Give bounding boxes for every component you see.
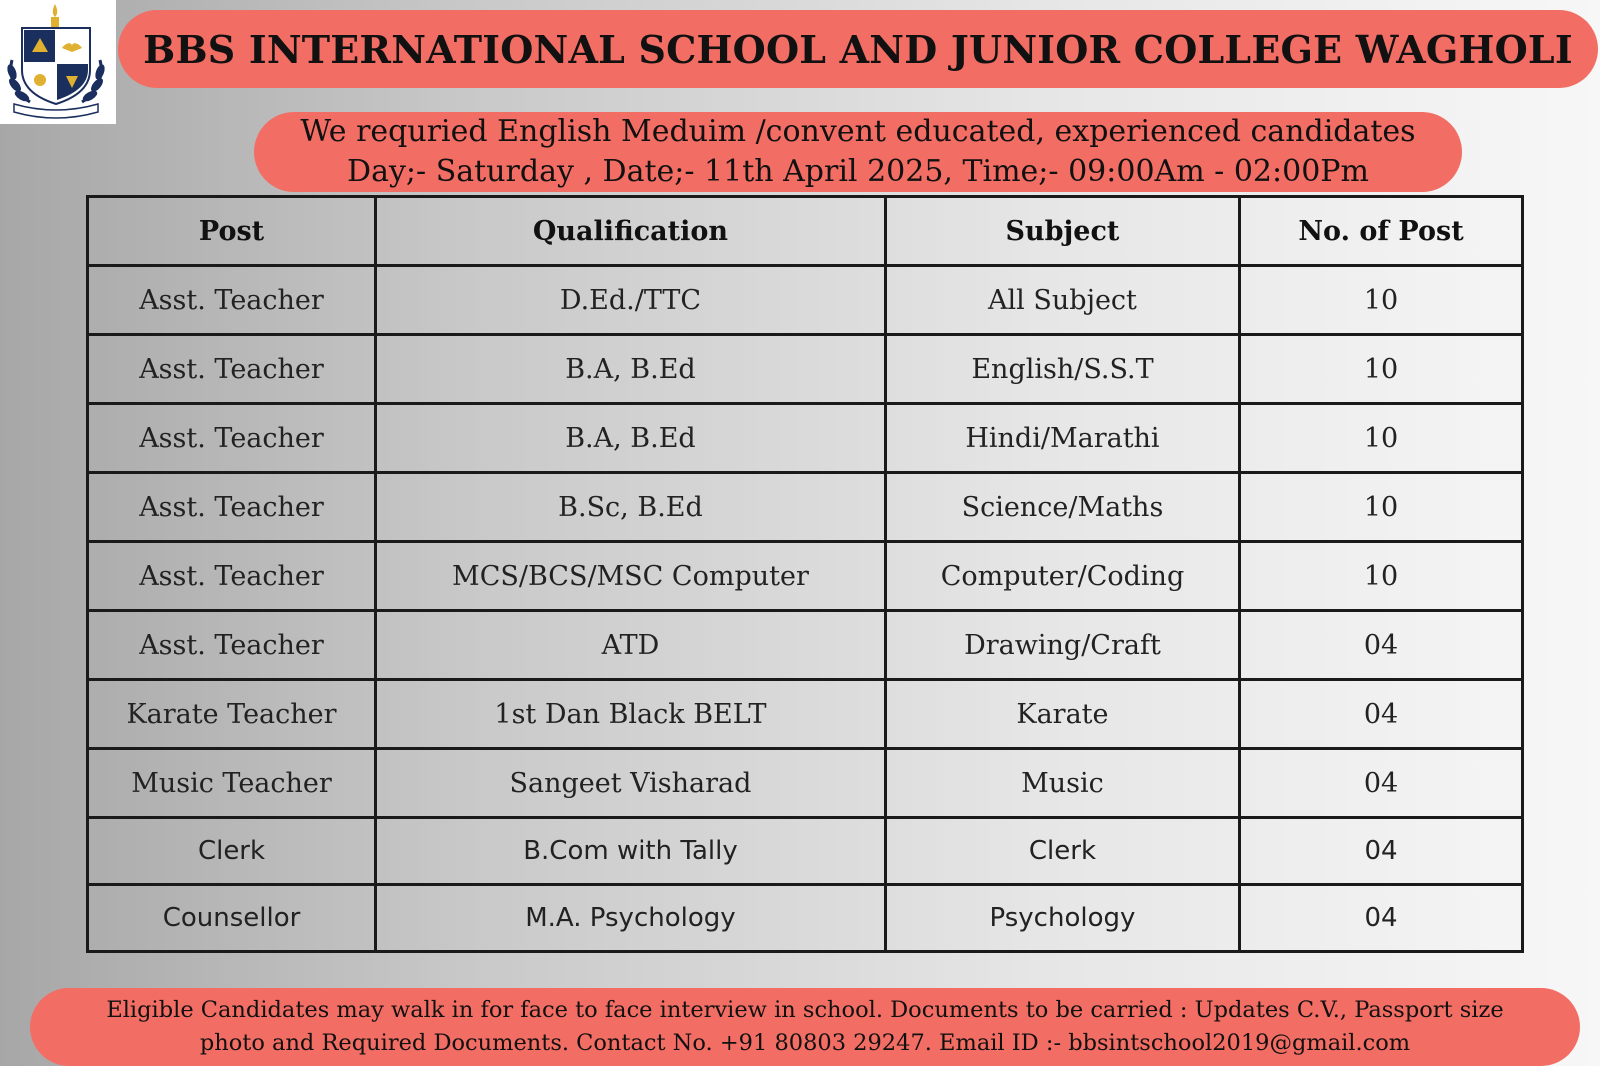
cell-qualification: M.A. Psychology (376, 885, 886, 952)
table-row (88, 749, 1523, 818)
footer-instructions: Eligible Candidates may walk in for face to face interview in school. Documents to be carried : Updates C.V., Passport size (106, 997, 1504, 1023)
cell-subject: Drawing/Craft (885, 611, 1239, 680)
cell-subject: Computer/Coding (885, 542, 1239, 611)
table-row (88, 404, 1523, 473)
table-row (88, 473, 1523, 542)
cell-qualification: B.A, B.Ed (376, 404, 886, 473)
cell-qualification: B.Sc, B.Ed (376, 473, 886, 542)
cell-subject: English/S.S.T (885, 335, 1239, 404)
cell-post: Asst. Teacher (88, 611, 376, 680)
cell-subject: Clerk (885, 818, 1239, 885)
table-row (88, 611, 1523, 680)
header-no-of-post: No. of Post (1240, 197, 1523, 266)
cell-post: Music Teacher (88, 749, 376, 818)
cell-subject: Karate (885, 680, 1239, 749)
table-row (88, 818, 1523, 885)
cell-count: 10 (1240, 542, 1523, 611)
cell-subject: Music (885, 749, 1239, 818)
cell-post: Asst. Teacher (88, 542, 376, 611)
cell-qualification: B.A, B.Ed (376, 335, 886, 404)
table-row (88, 680, 1523, 749)
cell-post: Asst. Teacher (88, 335, 376, 404)
vacancy-table (86, 195, 1524, 953)
cell-qualification: 1st Dan Black BELT (376, 680, 886, 749)
table-row (88, 542, 1523, 611)
cell-count: 10 (1240, 404, 1523, 473)
table-header-row (88, 197, 1523, 266)
cell-post: Clerk (88, 818, 376, 885)
header-qualification: Qualification (376, 197, 886, 266)
requirement-banner (254, 112, 1462, 192)
cell-qualification: D.Ed./TTC (376, 266, 886, 335)
cell-post: Asst. Teacher (88, 473, 376, 542)
table-row (88, 885, 1523, 952)
cell-qualification: B.Com with Tally (376, 818, 886, 885)
interview-schedule: Day;- Saturday , Date;- 11th April 2025, Time;- 09:00Am - 02:00Pm (347, 154, 1369, 189)
cell-subject: Science/Maths (885, 473, 1239, 542)
requirement-text: We requried English Meduim /convent educated, experienced candidates (300, 114, 1416, 149)
header-subject: Subject (885, 197, 1239, 266)
header-post: Post (88, 197, 376, 266)
cell-subject: Hindi/Marathi (885, 404, 1239, 473)
table-row (88, 335, 1523, 404)
cell-qualification: MCS/BCS/MSC Computer (376, 542, 886, 611)
footer-contact: photo and Required Documents. Contact No. +91 80803 29247. Email ID :- bbsintschool2019@gmail.com (199, 1030, 1411, 1056)
cell-count: 04 (1240, 680, 1523, 749)
cell-count: 04 (1240, 885, 1523, 952)
cell-post: Asst. Teacher (88, 404, 376, 473)
cell-count: 10 (1240, 473, 1523, 542)
cell-qualification: Sangeet Visharad (376, 749, 886, 818)
cell-count: 10 (1240, 266, 1523, 335)
cell-count: 04 (1240, 611, 1523, 680)
cell-post: Counsellor (88, 885, 376, 952)
cell-subject: Psychology (885, 885, 1239, 952)
footer-banner (30, 988, 1580, 1066)
cell-subject: All Subject (885, 266, 1239, 335)
cell-qualification: ATD (376, 611, 886, 680)
school-name: BBS INTERNATIONAL SCHOOL AND JUNIOR COLLEGE WAGHOLI (143, 26, 1573, 72)
cell-post: Asst. Teacher (88, 266, 376, 335)
school-logo (0, 0, 116, 124)
school-crest-icon (0, 0, 116, 124)
cell-count: 04 (1240, 818, 1523, 885)
cell-count: 04 (1240, 749, 1523, 818)
table-row (88, 266, 1523, 335)
school-title-banner (118, 10, 1598, 88)
cell-count: 10 (1240, 335, 1523, 404)
cell-post: Karate Teacher (88, 680, 376, 749)
